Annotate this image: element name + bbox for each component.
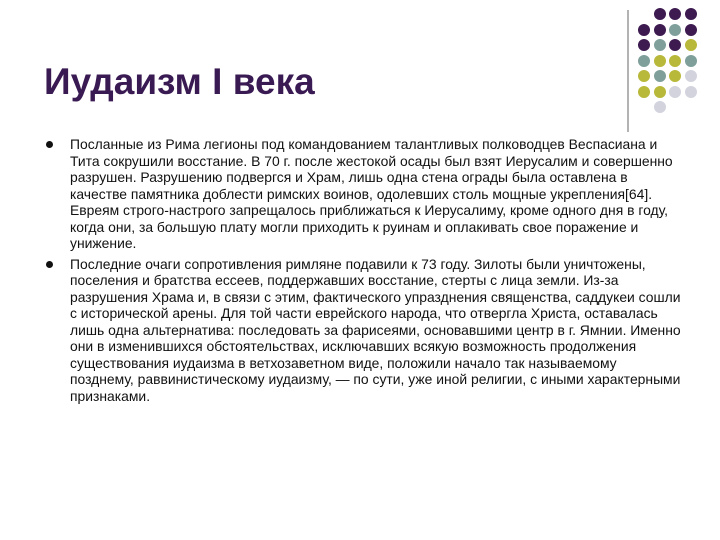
decorative-dot xyxy=(669,39,681,51)
decorative-dot xyxy=(638,86,650,98)
decorative-dot xyxy=(654,39,666,51)
decorative-dot xyxy=(654,24,666,36)
decorative-dot xyxy=(685,24,697,36)
bullet-icon xyxy=(46,261,53,268)
bullet-text: Последние очаги сопротивления римляне подавили к 73 году. Зилоты были уничтожены, поселения и братства ессеев, поддержавших восстание, стерты с лица земли. Из-за разрушения Храма и, в связи с этим, фактического упразднения священства, саддукеи сошли с исторической арены. Для той части еврейского народа, что отвергла Христа, оставалась лишь одна альтернатива: последовать за фарисеями, основавшими центр в г. Ямнии. Именно они в изменившихся обстоятельствах, исключавших всякую возможность продолжения существования иудаизма в ветхозаветном виде, положили начало так называемому позднему, раввинистическому иудаизму, — по сути, уже иной религии, с иными характерными признаками. xyxy=(70,255,681,404)
decorative-dot xyxy=(669,24,681,36)
decorative-dot xyxy=(685,86,697,98)
decorative-dot xyxy=(638,70,650,82)
bullet-item xyxy=(44,136,684,252)
decorative-dot xyxy=(654,8,666,20)
divider-line xyxy=(627,10,629,132)
decorative-dot xyxy=(654,101,666,113)
decorative-dot xyxy=(669,8,681,20)
decorative-dot xyxy=(654,55,666,67)
decorative-dot xyxy=(638,39,650,51)
slide-body xyxy=(44,136,684,408)
bullet-item xyxy=(44,256,684,405)
bullet-icon xyxy=(46,141,53,148)
decorative-dot xyxy=(669,86,681,98)
decorative-dot xyxy=(654,86,666,98)
decorative-dot xyxy=(685,8,697,20)
decorative-dot-grid xyxy=(638,8,718,118)
slide-title: Иудаизм I века xyxy=(44,61,315,102)
decorative-dot xyxy=(685,70,697,82)
decorative-dot xyxy=(685,55,697,67)
decorative-dot xyxy=(669,55,681,67)
decorative-dot xyxy=(638,55,650,67)
decorative-dot xyxy=(654,70,666,82)
decorative-dot xyxy=(638,24,650,36)
decorative-dot xyxy=(685,39,697,51)
decorative-dot xyxy=(669,70,681,82)
bullet-text: Посланные из Рима легионы под командованием талантливых полководцев Веспасиана и Тита сокрушили восстание. В 70 г. после жестокой осады был взят Иерусалим и совершенно разрушен. Разрушению подвергся и Храм, лишь одна стена ограды была оставлена в качестве памятника доблести римских воинов, одолевших столь мощные укрепления[64]. Евреям строго-настрого запрещалось приближаться к Иерусалиму, кроме одного дня в году, когда они, за большую плату могли приходить к руинам и оплакивать свое поражение и унижение. xyxy=(70,136,673,251)
